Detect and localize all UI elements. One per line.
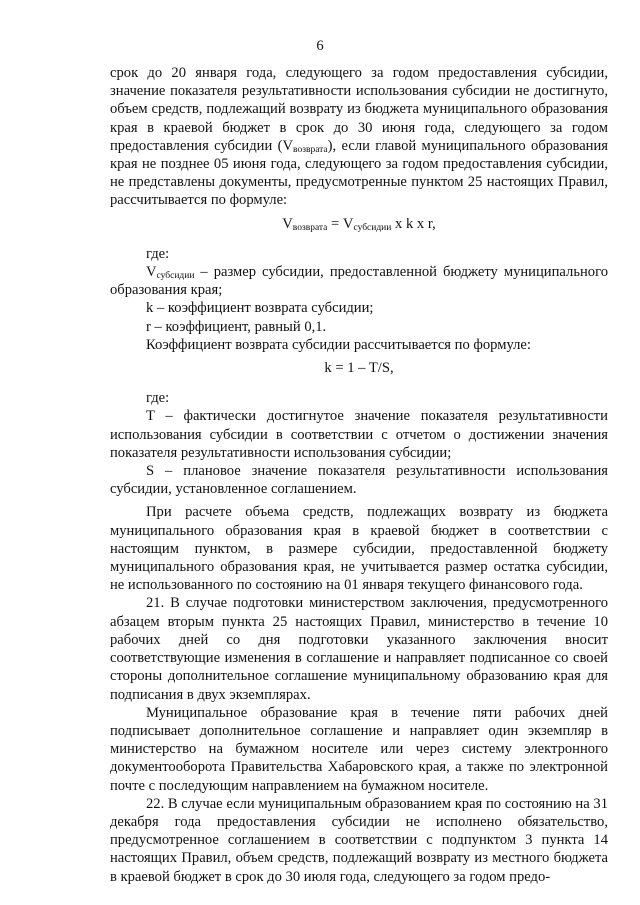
paragraph-21: 21. В случае подготовки министерством заключения, предусмотренного абзацем вторым пункта 25 настоящих Правил, министерство в течение 10 рабочих дней со дня подготовки указанного заключения вносит соответствующие изменения в соглашение и направляет подписанное со своей стороны дополнительное соглашение муниципальному образованию края для подписания в двух экземплярах.	[110, 595, 608, 703]
definition-k: k – коэффициент возврата субсидии;	[146, 300, 374, 317]
where-label: где:	[146, 390, 170, 407]
formula-subscript: субсидии	[353, 222, 392, 233]
paragraph-text-tail: ), если главой муниципального образования края не позднее 05 июня года, следующего за годом предоставления субсидии, не представлены документы, предусмотренные пунктом 25 настоящих Правил, рассчитывается по формуле:	[110, 137, 609, 209]
where-label: где:	[146, 245, 170, 262]
paragraph-22: 22. В случае если муниципальным образованием края по состоянию на 31 декабря года предоставления субсидии не исполнено обязательство, предусмотренное соглашением в соответствии с подпунктом 3 пункта 14 настоящих Правил, объем средств, подлежащий возврату из местного бюджета в краевой бюджет в срок до 30 июля года, следующего за годом предо-	[110, 795, 608, 885]
formula-symbol: x k x r,	[391, 215, 436, 232]
paragraph-municipality: Муниципальное образование края в течение пяти рабочих дней подписывает дополнительное соглашение и направляет один экземпляр в министерство на бумажном носителе или через систему электронного документооборота Правительства Хабаровского края, а также по электронной почте с последующим направлением на бумажном носителе.	[110, 704, 608, 794]
page-number: 6	[316, 38, 324, 54]
definition-t: T – фактически достигнутое значение показателя результативности использования субсидии в соответствии с отчетом о достижении значения показателя результативности использования субсидии;	[110, 408, 608, 461]
formula-coefficient: k = 1 – T/S,	[324, 360, 394, 377]
formula-symbol: = V	[327, 215, 354, 232]
definition-symbol: V	[146, 264, 157, 281]
subscript-return: возврата	[293, 144, 328, 155]
formula-symbol: V	[282, 215, 293, 232]
definition-s: S – плановое значение показателя результативности использования субсидии, установленное соглашением.	[110, 463, 608, 498]
formula-return-volume	[110, 215, 608, 233]
paragraph-return-amount	[110, 64, 608, 210]
definition-r: r – коэффициент, равный 0,1.	[146, 318, 327, 335]
document-body	[110, 64, 608, 886]
definition-text: – размер субсидии, предоставленной бюджету муниципального образования края;	[110, 264, 608, 299]
coefficient-intro: Коэффициент возврата субсидии рассчитывается по формуле:	[146, 336, 531, 353]
formula-subscript: возврата	[292, 222, 328, 233]
definition-subscript: субсидии	[156, 271, 195, 282]
paragraph-text: срок до 20 января года, следующего за годом предоставления субсидии, значение показателя результативности использования субсидии не достигнуто, объем средств, подлежащий возврату из бюджета муниципального образования края в краевой бюджет в срок до 30 июня года, следующего за годом предоставления субсидии (V	[110, 65, 608, 154]
paragraph-calculation: При расчете объема средств, подлежащих возврату из бюджета муниципального образования края в краевой бюджет в соответствии с настоящим пунктом, в размере субсидии, предоставленной бюджету муниципального образования края, не учитывается размер остатка субсидии, не использованного по состоянию на 01 января текущего финансового года.	[110, 504, 608, 594]
definition-v-subsidy	[110, 263, 608, 299]
